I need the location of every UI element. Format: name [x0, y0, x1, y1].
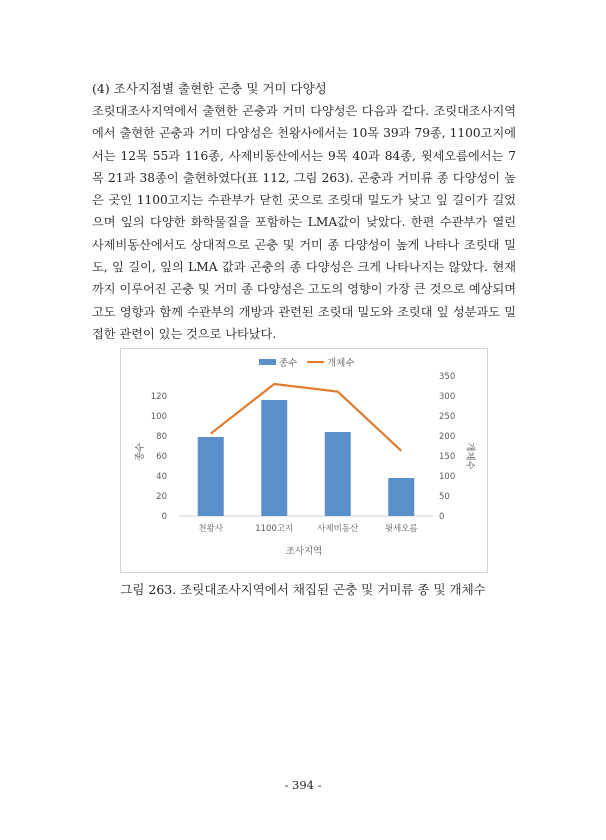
y-tick-label: 60 [156, 452, 167, 462]
x-tick-label: 사제비동산 [317, 524, 359, 534]
y2-tick-label: 350 [439, 372, 456, 382]
body-paragraph: 조릿대조사지역에서 출현한 곤충과 거미 다양성은 다음과 같다. 조릿대조사지역에서 출현한 곤충과 거미 다양성은 천왕사에서는 10목 39과 79종, 1100고지에서는 12목 55과 116종, 사제비동산에서는 9목 40과 84종, 윗세오름에서는 7목 21과 38종이 출현하였다(표 112, 그림 263). 곤충과 거미류 종 다양성이 높은 곳인 1100고지는 수관부가 닫힌 곳으로 조릿대 밀도가 낮고 잎 길이가 길었으며 잎의 다양한 화학물질을 포함하는 LMA값이 낮았다. 한편 수관부가 열린 사제비동산에서도 상대적으로 곤충 및 거미 종 다양성이 높게 나타나 조릿대 밀도, 잎 길이, 잎의 LMA 값과 곤충의 종 다양성은 크게 나타나지는 않았다. 현재까지 이루어진 곤충 및 거미 종 다양성은 고도의 영향이 가장 큰 것으로 예상되며 고도 영향과 함께 수관부의 개방과 관련된 조릿대 밀도와 조릿대 잎 성분과도 밀접한 관련이 있는 것으로 나타났다. [92, 104, 516, 341]
y-tick-label: 20 [156, 492, 167, 502]
y-tick-label: 80 [156, 432, 167, 442]
figure-caption: 그림 263. 조릿대조사지역에서 채집된 곤충 및 거미류 종 및 개체수 [120, 582, 486, 597]
y-tick-label: 100 [150, 412, 167, 422]
legend-label-species: 종수 [279, 358, 298, 369]
y-axis-title: 종수 [135, 442, 146, 462]
section-heading: (4) 조사지점별 출현한 곤충 및 거미 다양성 [92, 81, 327, 96]
y2-tick-label: 100 [439, 472, 456, 482]
y2-tick-label: 200 [439, 432, 456, 442]
y2-tick-label: 50 [439, 492, 450, 502]
bar-species [388, 478, 414, 516]
x-tick-label: 1100고지 [255, 524, 294, 534]
legend-label-count: 개체수 [327, 358, 355, 369]
y-tick-label: 40 [156, 472, 167, 482]
chart-figure [120, 348, 488, 573]
bar-species [325, 432, 351, 516]
page-number: - 394 - [284, 778, 322, 792]
y-tick-label: 120 [150, 392, 167, 402]
bar-species [198, 437, 224, 516]
y2-tick-label: 150 [439, 452, 456, 462]
line-count [211, 384, 402, 451]
y2-tick-label: 250 [439, 412, 456, 422]
legend-swatch-species [259, 359, 276, 365]
chart-svg [121, 349, 487, 572]
y2-tick-label: 0 [439, 512, 445, 522]
y2-tick-label: 300 [439, 392, 456, 402]
y-tick-label: 0 [161, 512, 167, 522]
y2-axis-title: 개체수 [464, 442, 475, 470]
x-tick-label: 천왕사 [198, 524, 224, 534]
bar-species [261, 400, 287, 516]
x-tick-label: 윗세오름 [384, 524, 418, 534]
x-axis-title: 조사지역 [285, 546, 323, 557]
